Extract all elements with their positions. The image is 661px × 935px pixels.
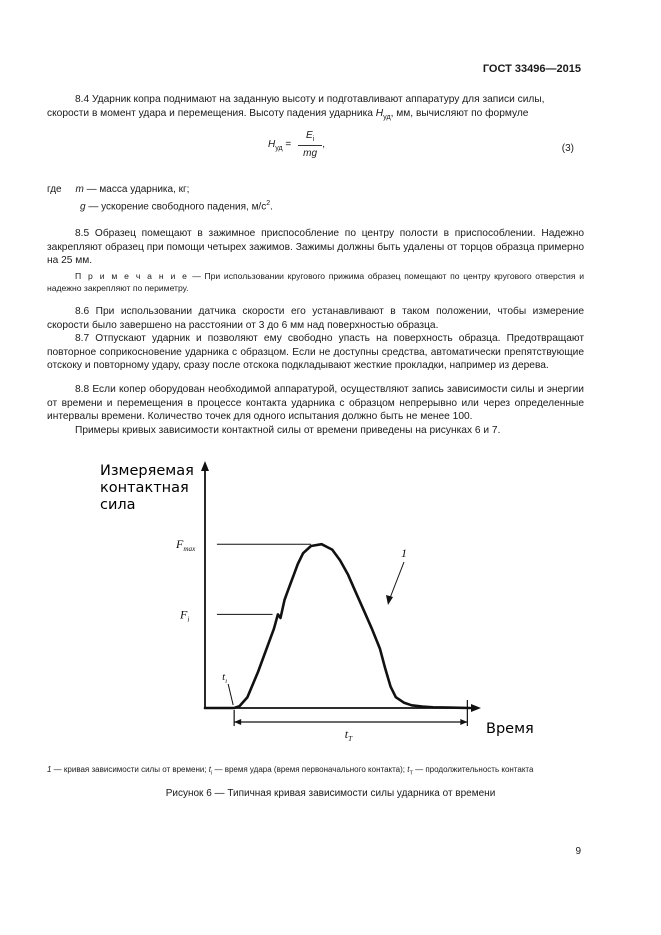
where-m: где m — масса ударника, кг; xyxy=(47,184,190,195)
formula-fraction: $\frac{E_i}{mg}$ xyxy=(298,130,322,159)
paragraph-8-5: 8.5 Образец помещают в зажимное приспособление по центру полости в приспособлении. Надежно закрепляют образец при помощи четырех зажимов. Зажимы должны быть удалены от торцов образца примерно на 25 мм. xyxy=(47,228,584,266)
note: П р и м е ч а н и е — При использовании кругового прижима образец помещают по центру кругового отверстия и надежно закрепляют по периметру. xyxy=(47,271,584,293)
ti-label: $t_i$ xyxy=(222,671,228,685)
paragraph-8-8: 8.8 Если копер оборудован необходимой аппаратурой, осуществляют запись зависимости силы и энергии от времени и перемещения в процессе контакта ударника с образцом непрерывно или через определенные интервалы времени. Количество точек для одного испытания должно быть не менее 100. xyxy=(47,384,584,422)
figure-caption: 1 — кривая зависимости силы от времени; $t_i$ — время удара (время первоначального контакта); $t_T$ — продолжительность контакта xyxy=(47,765,534,777)
tt-label: $t_T$ xyxy=(344,727,353,743)
x-axis-arrow-icon xyxy=(471,704,481,712)
paragraph-8-6: 8.6 При использовании датчика скорости его устанавливают в таком положении, чтобы измерение скорости было завершено на расстоянии от 3 до 6 мм над поверхностью образца. xyxy=(47,306,584,331)
figure-title: Рисунок 6 — Типичная кривая зависимости силы ударника от времени xyxy=(165,788,496,799)
y-axis-label-line2: контактная xyxy=(100,480,189,496)
paragraph-figures-ref: Примеры кривых зависимости контактной силы от времени приведены на рисунках 6 и 7. xyxy=(75,425,501,436)
paragraph-8-4 xyxy=(47,93,584,124)
ti-pointer-line xyxy=(228,684,233,705)
paragraph-8-7: 8.7 Отпускают ударник и позволяют ему свободно упасть на поверхность образца. Предотвращают повторное соприкосновение ударника с образцом. Если не доступны средства, автоматически препятствующие отскоку и повторному удару, сразу после отскока подкладывают жесткие прокладки, например из дерева. xyxy=(47,333,584,371)
y-axis-label-line3: сила xyxy=(100,497,136,513)
curve-label: 1 xyxy=(401,546,407,560)
paragraph-8-4-line2: скорости в момент удара и перемещения. Высоту падения ударника $H_{уд}$, мм, вычисляют по формуле xyxy=(47,107,529,121)
curve-pointer-line xyxy=(390,562,404,598)
y-axis-label-line1: Измеряемая xyxy=(100,463,194,479)
where-g: g — ускорение свободного падения, $м/с^2$. xyxy=(80,200,273,213)
force-curve-line xyxy=(205,544,470,708)
paragraph-8-4-line1: 8.4 Ударник копра поднимают на заданную высоту и подготавливают аппаратуру для записи силы, xyxy=(75,94,545,105)
formula-number: (3) xyxy=(561,143,574,154)
x-axis-label: Время xyxy=(486,721,534,737)
tt-left-arrow-icon xyxy=(234,719,241,725)
tt-right-arrow-icon xyxy=(460,719,467,725)
document-standard-code: ГОСТ 33496—2015 xyxy=(482,63,581,75)
fmax-label: $F_{max}$ xyxy=(176,537,196,554)
page-number: 9 xyxy=(575,846,581,857)
curve-pointer-arrow-icon xyxy=(386,595,393,605)
fi-label: $F_i$ xyxy=(180,607,190,624)
y-axis-arrow-icon xyxy=(201,461,209,471)
formula-3: $H_{уд}$ = $\frac{E_i}{mg}$ , xyxy=(268,130,326,159)
force-time-chart xyxy=(0,455,661,760)
